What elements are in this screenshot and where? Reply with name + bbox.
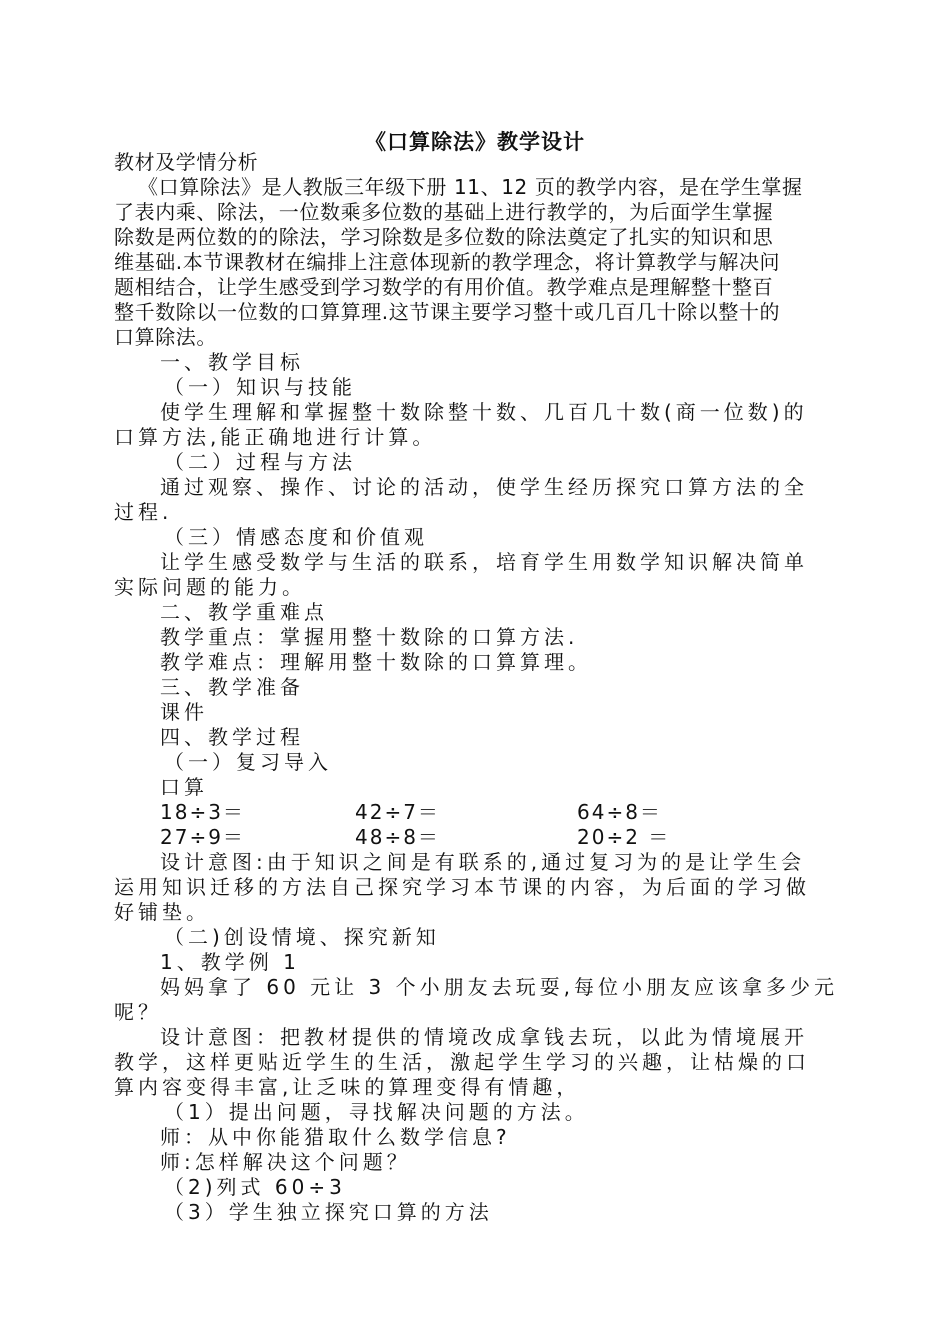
paragraph-line: 整千数除以一位数的口算算理.这节课主要学习整十或几百几十除以整十的	[114, 300, 781, 324]
paragraph-line: 算内容变得丰富,让乏味的算理变得有情趣，	[114, 1075, 581, 1099]
section-heading: 三、教学准备	[160, 675, 304, 699]
step-item: （3）学生独立探究口算的方法	[164, 1200, 493, 1224]
step-item: （2)列式 60÷3	[164, 1175, 346, 1199]
difficult-point: 教学难点：理解用整十数除的口算算理。	[160, 650, 592, 674]
paragraph-line: 通过观察、操作、讨论的活动，使学生经历探究口算方法的全	[160, 475, 808, 499]
step-item: （1）提出问题，寻找解决问题的方法。	[164, 1100, 589, 1124]
paragraph-line: 除数是两位数的的除法，学习除数是多位数的除法奠定了扎实的知识和思	[114, 225, 774, 249]
paragraph-line: 运用知识迁移的方法自己探究学习本节课的内容，为后面的学习做	[114, 875, 810, 899]
teacher-question: 师：从中你能猎取什么数学信息?	[160, 1125, 511, 1149]
paragraph-line: 教学，这样更贴近学生的生活，激起学生学习的兴趣，让枯燥的口	[114, 1050, 810, 1074]
subsection-heading: （三）情感态度和价值观	[164, 525, 428, 549]
section-heading: 教材及学情分析	[114, 150, 259, 174]
example-heading: 1、教学例 1	[160, 950, 300, 974]
paragraph-line: 让学生感受数学与生活的联系，培育学生用数学知识解决简单	[160, 550, 808, 574]
key-point: 教学重点：掌握用整十数除的口算方法.	[160, 625, 579, 649]
subsection-heading: （一）复习导入	[164, 750, 332, 774]
exercise-item: 27÷9＝	[160, 825, 245, 849]
teacher-question: 师:怎样解决这个问题？	[160, 1150, 411, 1174]
document-title: 《口算除法》教学设计	[365, 130, 585, 154]
exercise-item: 64÷8＝	[577, 800, 662, 824]
paragraph-line: 使学生理解和掌握整十数除整十数、几百几十数(商一位数)的	[160, 400, 808, 424]
oral-label: 口算	[160, 775, 208, 799]
paragraph-line: 题相结合，让学生感受到学习数学的有用价值。教学难点是理解整十整百	[114, 275, 774, 299]
subsection-heading: （二)创设情境、探究新知	[164, 925, 440, 949]
paragraph-line: 实际问题的能力。	[114, 575, 306, 599]
prep-item: 课件	[160, 700, 208, 724]
paragraph-line: 呢？	[114, 1000, 162, 1024]
paragraph-line: 维基础.本节课教材在编排上注意体现新的教学理念，将计算教学与解决问	[114, 250, 781, 274]
exercise-item: 18÷3＝	[160, 800, 245, 824]
section-heading: 二、教学重难点	[160, 600, 328, 624]
paragraph-line: 口算方法,能正确地进行计算。	[114, 425, 437, 449]
paragraph-line: 设计意图：把教材提供的情境改成拿钱去玩，以此为情境展开	[160, 1025, 808, 1049]
paragraph-line: 《口算除法》是人教版三年级下册 11、12 页的教学内容，是在学生掌握	[138, 175, 803, 199]
paragraph-line: 妈妈拿了 60 元让 3 个小朋友去玩耍,每位小朋友应该拿多少元	[160, 975, 838, 999]
subsection-heading: （二）过程与方法	[164, 450, 356, 474]
subsection-heading: （一）知识与技能	[164, 375, 356, 399]
paragraph-line: 设计意图:由于知识之间是有联系的,通过复习为的是让学生会	[160, 850, 806, 874]
paragraph-line: 过程.	[114, 500, 173, 524]
section-heading: 四、教学过程	[160, 725, 304, 749]
section-heading: 一、教学目标	[160, 350, 304, 374]
exercise-item: 42÷7＝	[355, 800, 440, 824]
paragraph-line: 了表内乘、除法，一位数乘多位数的基础上进行教学的，为后面学生掌握	[114, 200, 774, 224]
exercise-item: 48÷8＝	[355, 825, 440, 849]
paragraph-line: 口算除法。	[114, 325, 217, 349]
paragraph-line: 好铺垫。	[114, 900, 210, 924]
exercise-item: 20÷2 ＝	[577, 825, 671, 849]
